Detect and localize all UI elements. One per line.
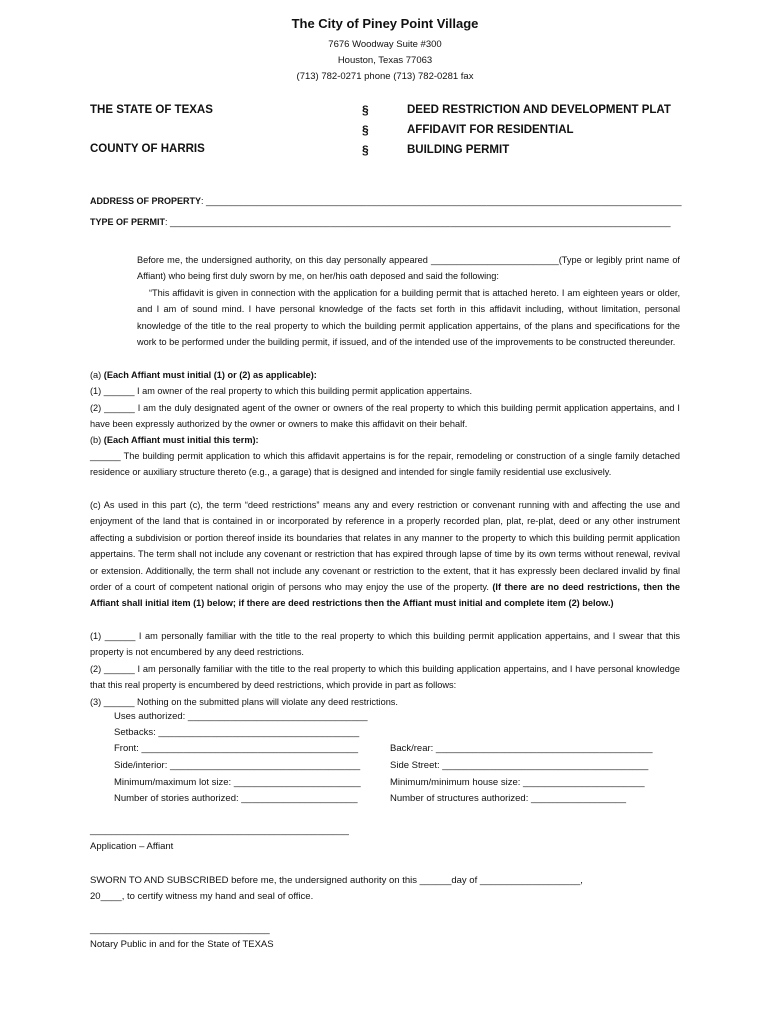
front-setback-field[interactable]: Front: _________________________________________ [114,743,359,754]
side-street-field[interactable]: Side Street: _______________________________________ [390,760,649,771]
sworn-statement: SWORN TO AND SUBSCRIBED before me, the undersigned authority on this ______day of ___________________, [90,875,583,886]
address-field[interactable] [90,195,682,207]
section-symbol: § [362,123,369,137]
lot-size-field[interactable]: Minimum/maximum lot size: ________________________ [114,777,361,788]
permit-blank[interactable]: : ____________________________________________________________________________________________________ [165,217,671,227]
document-title: The City of Piney Point Village [291,16,479,31]
permit-label: TYPE OF PERMIT [90,217,166,227]
sworn-year: 20____, to certify witness my hand and seal of office. [90,891,314,902]
affiant-signature-line[interactable]: _________________________________________________ [90,825,349,836]
option-a1: (1) ______ I am owner of the real property to which this building permit application appertains. [90,386,473,396]
section-b-heading: (b) (Each Affiant must initial this term): [90,435,259,445]
house-size-field[interactable]: Minimum/minimum house size: _______________________ [390,777,645,788]
address-line-2: Houston, Texas 77063 [337,55,433,66]
section-symbol: § [362,143,369,157]
permit-type-field[interactable] [90,216,671,228]
notary-label: Notary Public in and for the State of TEXAS [90,939,274,950]
back-setback-field[interactable]: Back/rear: _________________________________________ [390,743,653,754]
state-caption: THE STATE OF TEXAS [90,104,213,116]
stories-field[interactable]: Number of stories authorized: ______________________ [114,793,358,804]
section-symbol: § [362,103,369,117]
address-blank[interactable]: : _______________________________________________________________________________________________ [201,196,682,206]
phone-fax: (713) 782-0271 phone (713) 782-0281 fax [296,71,474,82]
address-label: ADDRESS OF PROPERTY [90,196,202,206]
option-c2: (2) ______ I am personally familiar with the title to the real property to which this building application appertains, and I have personal knowledge that this real property is encumbered by deed restrictions, which provide in part as follows: [90,664,680,691]
uses-authorized-field[interactable]: Uses authorized: __________________________________ [114,711,368,722]
option-a2: (2) ______ I am the duly designated agent of the owner or owners of the real property to which this building permit application appertains, and I have been expressly authorized by the owner or owners to make this affidavit on their behalf. [90,403,680,430]
affiant-signature-label: Application – Affiant [90,841,174,852]
structures-field[interactable]: Number of structures authorized: __________________ [390,793,627,804]
option-c1: (1) ______ I am personally familiar with the title to the real property to which this building permit application appertains, and I swear that this property is not encumbered by any deed restrictions. [90,631,680,658]
notary-signature-line[interactable]: __________________________________ [90,924,270,935]
side-interior-field[interactable]: Side/interior: ____________________________________ [114,760,361,771]
option-c3: (3) ______ Nothing on the submitted plans will violate any deed restrictions. [90,697,398,707]
intro-paragraph: Before me, the undersigned authority, on this day personally appeared _________________________(Type or legibly print name of Affiant) who being first duly sworn by me, on her/his oath deposed and said the following: [137,255,680,282]
affiant-statement: “This affidavit is given in connection with the application for a building permit that is attached hereto. I am eighteen years or older, and I am of sound mind. I have personal knowledge of the facts set forth in this affidavit including, without limitation, personal knowledge of the title to the real property to which the building permit application appertains, of the plans and specifications for the work to be performed under the building permit, if issued, and of the intended use of the improvements to be constructed thereunder. [137,288,680,348]
form-title-line-1: DEED RESTRICTION AND DEVELOPMENT PLAT [407,104,671,116]
county-caption: COUNTY OF HARRIS [90,143,205,155]
section-c-text: (c) As used in this part (c), the term “deed restrictions” means any and every restriction or convenant running with and affecting the use and enjoyment of the land that is contained in or incorporated by reference in a properly recorded plan, plat, re-plat, deed or any other instrument affecting a subdivision or portion thereof inside its boundaries that relates in any manner to the property to which this building permit application appertains. The term shall not include any covenant or restriction that has expired through lapse of time by its own terms without renewal, revival or extension. Additionally, the term shall not include any covenant or restriction to the extent, that it has expressly been declared invalid by final order of a court of competent national origin of persons who may enjoy the use of the property. (If there are no deed restrictions, then the Affiant shall initial item (1) below; if there are deed restrictions then the Affiant must initial and complete item (2) below.) [90,500,680,609]
section-a-heading: (a) (Each Affiant must initial (1) or (2) as applicable): [90,370,317,380]
address-line-1: 7676 Woodway Suite #300 [328,39,442,50]
form-title-line-3: BUILDING PERMIT [407,144,510,156]
form-title-line-2: AFFIDAVIT FOR RESIDENTIAL [407,124,574,136]
section-b-text: ______ The building permit application to which this affidavit appertains is for the repair, remodeling or construction of a single family detached residence or auxiliary structure thereto (e.g., a garage) that is designed and intended for single family residential use exclusively. [90,451,680,478]
setbacks-field[interactable]: Setbacks: ______________________________________ [114,727,360,738]
